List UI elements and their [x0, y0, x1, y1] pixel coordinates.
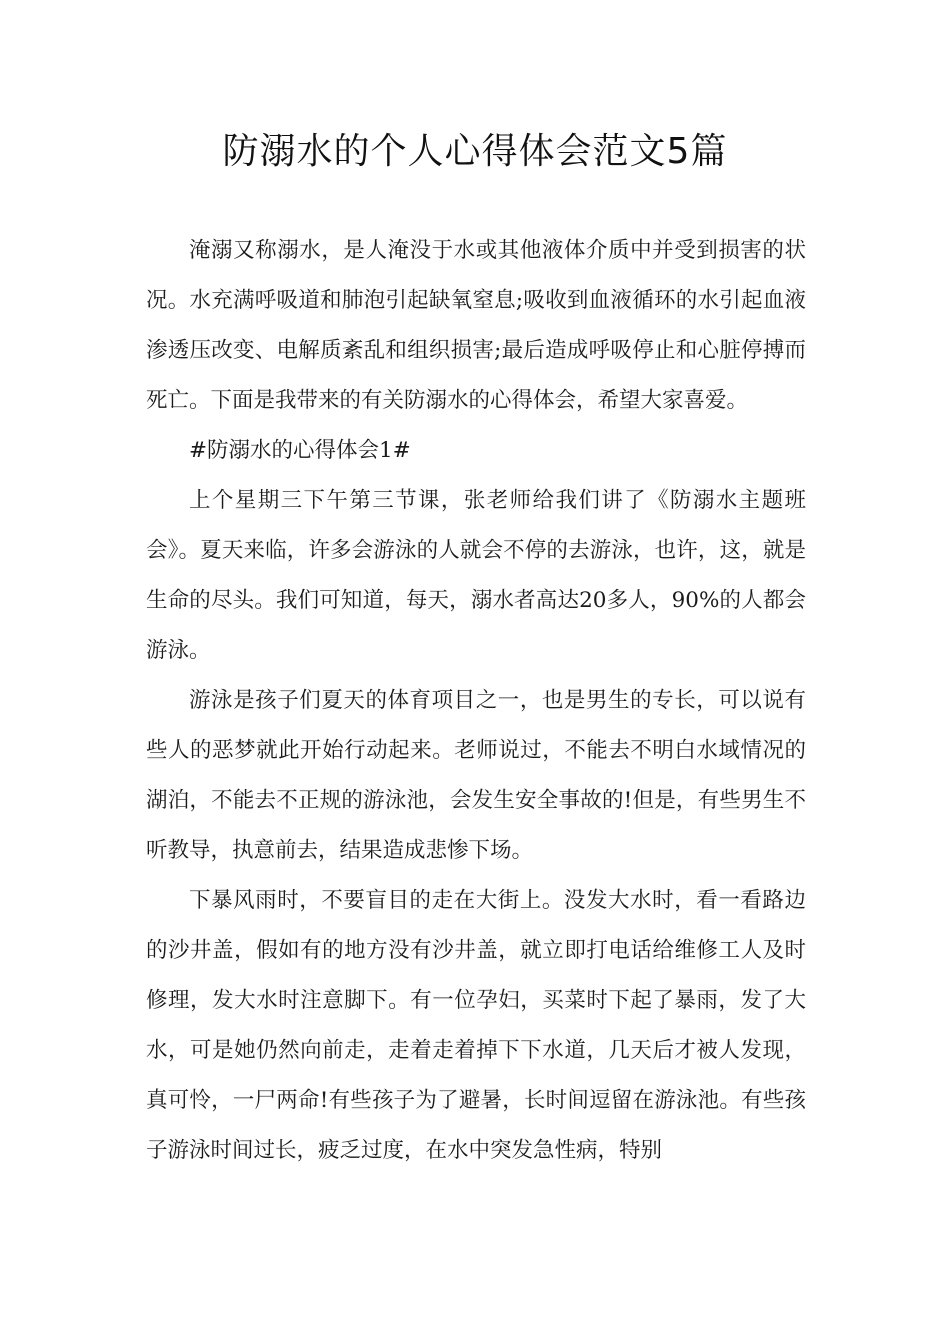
section-heading: #防溺水的心得体会1# [189, 438, 411, 463]
document-title: 防溺水的个人心得体会范文5篇 [222, 131, 728, 172]
document-body [146, 226, 806, 1176]
body-paragraph: 上个星期三下午第三节课，张老师给我们讲了《防溺水主题班会》。夏天来临，许多会游泳的人就会不停的去游泳，也许，这，就是生命的尽头。我们可知道，每天，溺水者高达20多人，90%的人都会游泳。 [146, 488, 806, 663]
body-paragraph: 下暴风雨时，不要盲目的走在大街上。没发大水时，看一看路边的沙井盖，假如有的地方没有沙井盖，就立即打电话给维修工人及时修理，发大水时注意脚下。有一位孕妇，买菜时下起了暴雨，发了大水，可是她仍然向前走，走着走着掉下下水道，几天后才被人发现，真可怜，一尸两命!有些孩子为了避暑，长时间逗留在游泳池。有些孩子游泳时间过长，疲乏过度，在水中突发急性病，特别 [146, 888, 806, 1163]
intro-paragraph: 淹溺又称溺水，是人淹没于水或其他液体介质中并受到损害的状况。水充满呼吸道和肺泡引起缺氧窒息;吸收到血液循环的水引起血液渗透压改变、电解质紊乱和组织损害;最后造成呼吸停止和心脏停搏而死亡。下面是我带来的有关防溺水的心得体会，希望大家喜爱。 [146, 238, 806, 413]
body-paragraph: 游泳是孩子们夏天的体育项目之一，也是男生的专长，可以说有些人的恶梦就此开始行动起来。老师说过，不能去不明白水域情况的湖泊，不能去不正规的游泳池，会发生安全事故的!但是，有些男生不听教导，执意前去，结果造成悲惨下场。 [146, 688, 806, 863]
